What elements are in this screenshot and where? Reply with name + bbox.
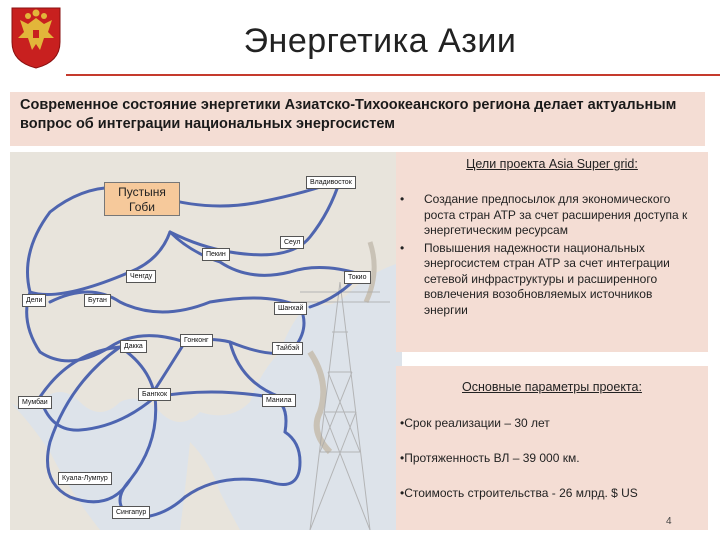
city-label-vladivostok: Владивосток <box>306 176 356 189</box>
city-label-manila: Манила <box>262 394 296 407</box>
city-label-shanghai: Шанхай <box>274 302 307 315</box>
city-label-bhutan: Бутан <box>84 294 111 307</box>
goals-list <box>398 192 698 320</box>
goal-item-text: Создание предпосылок для экономического роста стран АТР за счет расширения доступа к энергетическим ресурсам <box>424 192 688 237</box>
title-divider <box>66 74 720 76</box>
goal-item <box>398 241 698 319</box>
params-heading: Основные параметры проекта: <box>462 380 642 394</box>
city-label-bangkok: Бангкок <box>138 388 171 401</box>
city-label-seoul: Сеул <box>280 236 304 249</box>
city-label-hongkong: Гонконг <box>180 334 213 347</box>
bullet-icon: • <box>400 240 405 255</box>
city-label-beijing: Пекин <box>202 248 230 261</box>
param-length: •Протяженность ВЛ – 39 000 км. <box>400 451 580 465</box>
goal-item-text: Повышения надежности национальных энергосистем стран АТР за счет интеграции сетевой инфраструктуры и расширенного вовлечения возобновляемых источников энергии <box>424 240 670 317</box>
subtitle-panel <box>10 92 705 146</box>
city-label-taipei: Тайбэй <box>272 342 303 355</box>
param-duration: •Срок реализации – 30 лет <box>400 416 550 430</box>
subtitle-text: Современное состояние энергетики Азиатско-Тихоокеанского региона делает актуальным вопрос об интеграции национальных энергосистем <box>20 97 677 132</box>
gobi-desert-label: Пустыня Гоби <box>104 182 180 216</box>
coat-of-arms-emblem <box>6 4 66 70</box>
city-label-tokyo: Токио <box>344 271 371 284</box>
city-label-kuala-lumpur: Куала-Лумпур <box>58 472 112 485</box>
goal-item <box>398 192 698 239</box>
city-label-delhi: Дели <box>22 294 46 307</box>
page-number: 4 <box>666 516 672 527</box>
param-cost: •Стоимость строительства - 26 млрд. $ US <box>400 486 638 500</box>
bullet-icon: • <box>400 192 405 206</box>
goals-heading: Цели проекта Asia Super grid: <box>466 157 638 171</box>
city-label-singapore: Сингапур <box>112 506 150 519</box>
page-title: Энергетика Азии <box>243 22 517 60</box>
city-label-mumbai: Мумбаи <box>18 396 52 409</box>
city-label-dhaka: Дакка <box>120 340 147 353</box>
city-label-chengdu: Ченгду <box>126 270 156 283</box>
